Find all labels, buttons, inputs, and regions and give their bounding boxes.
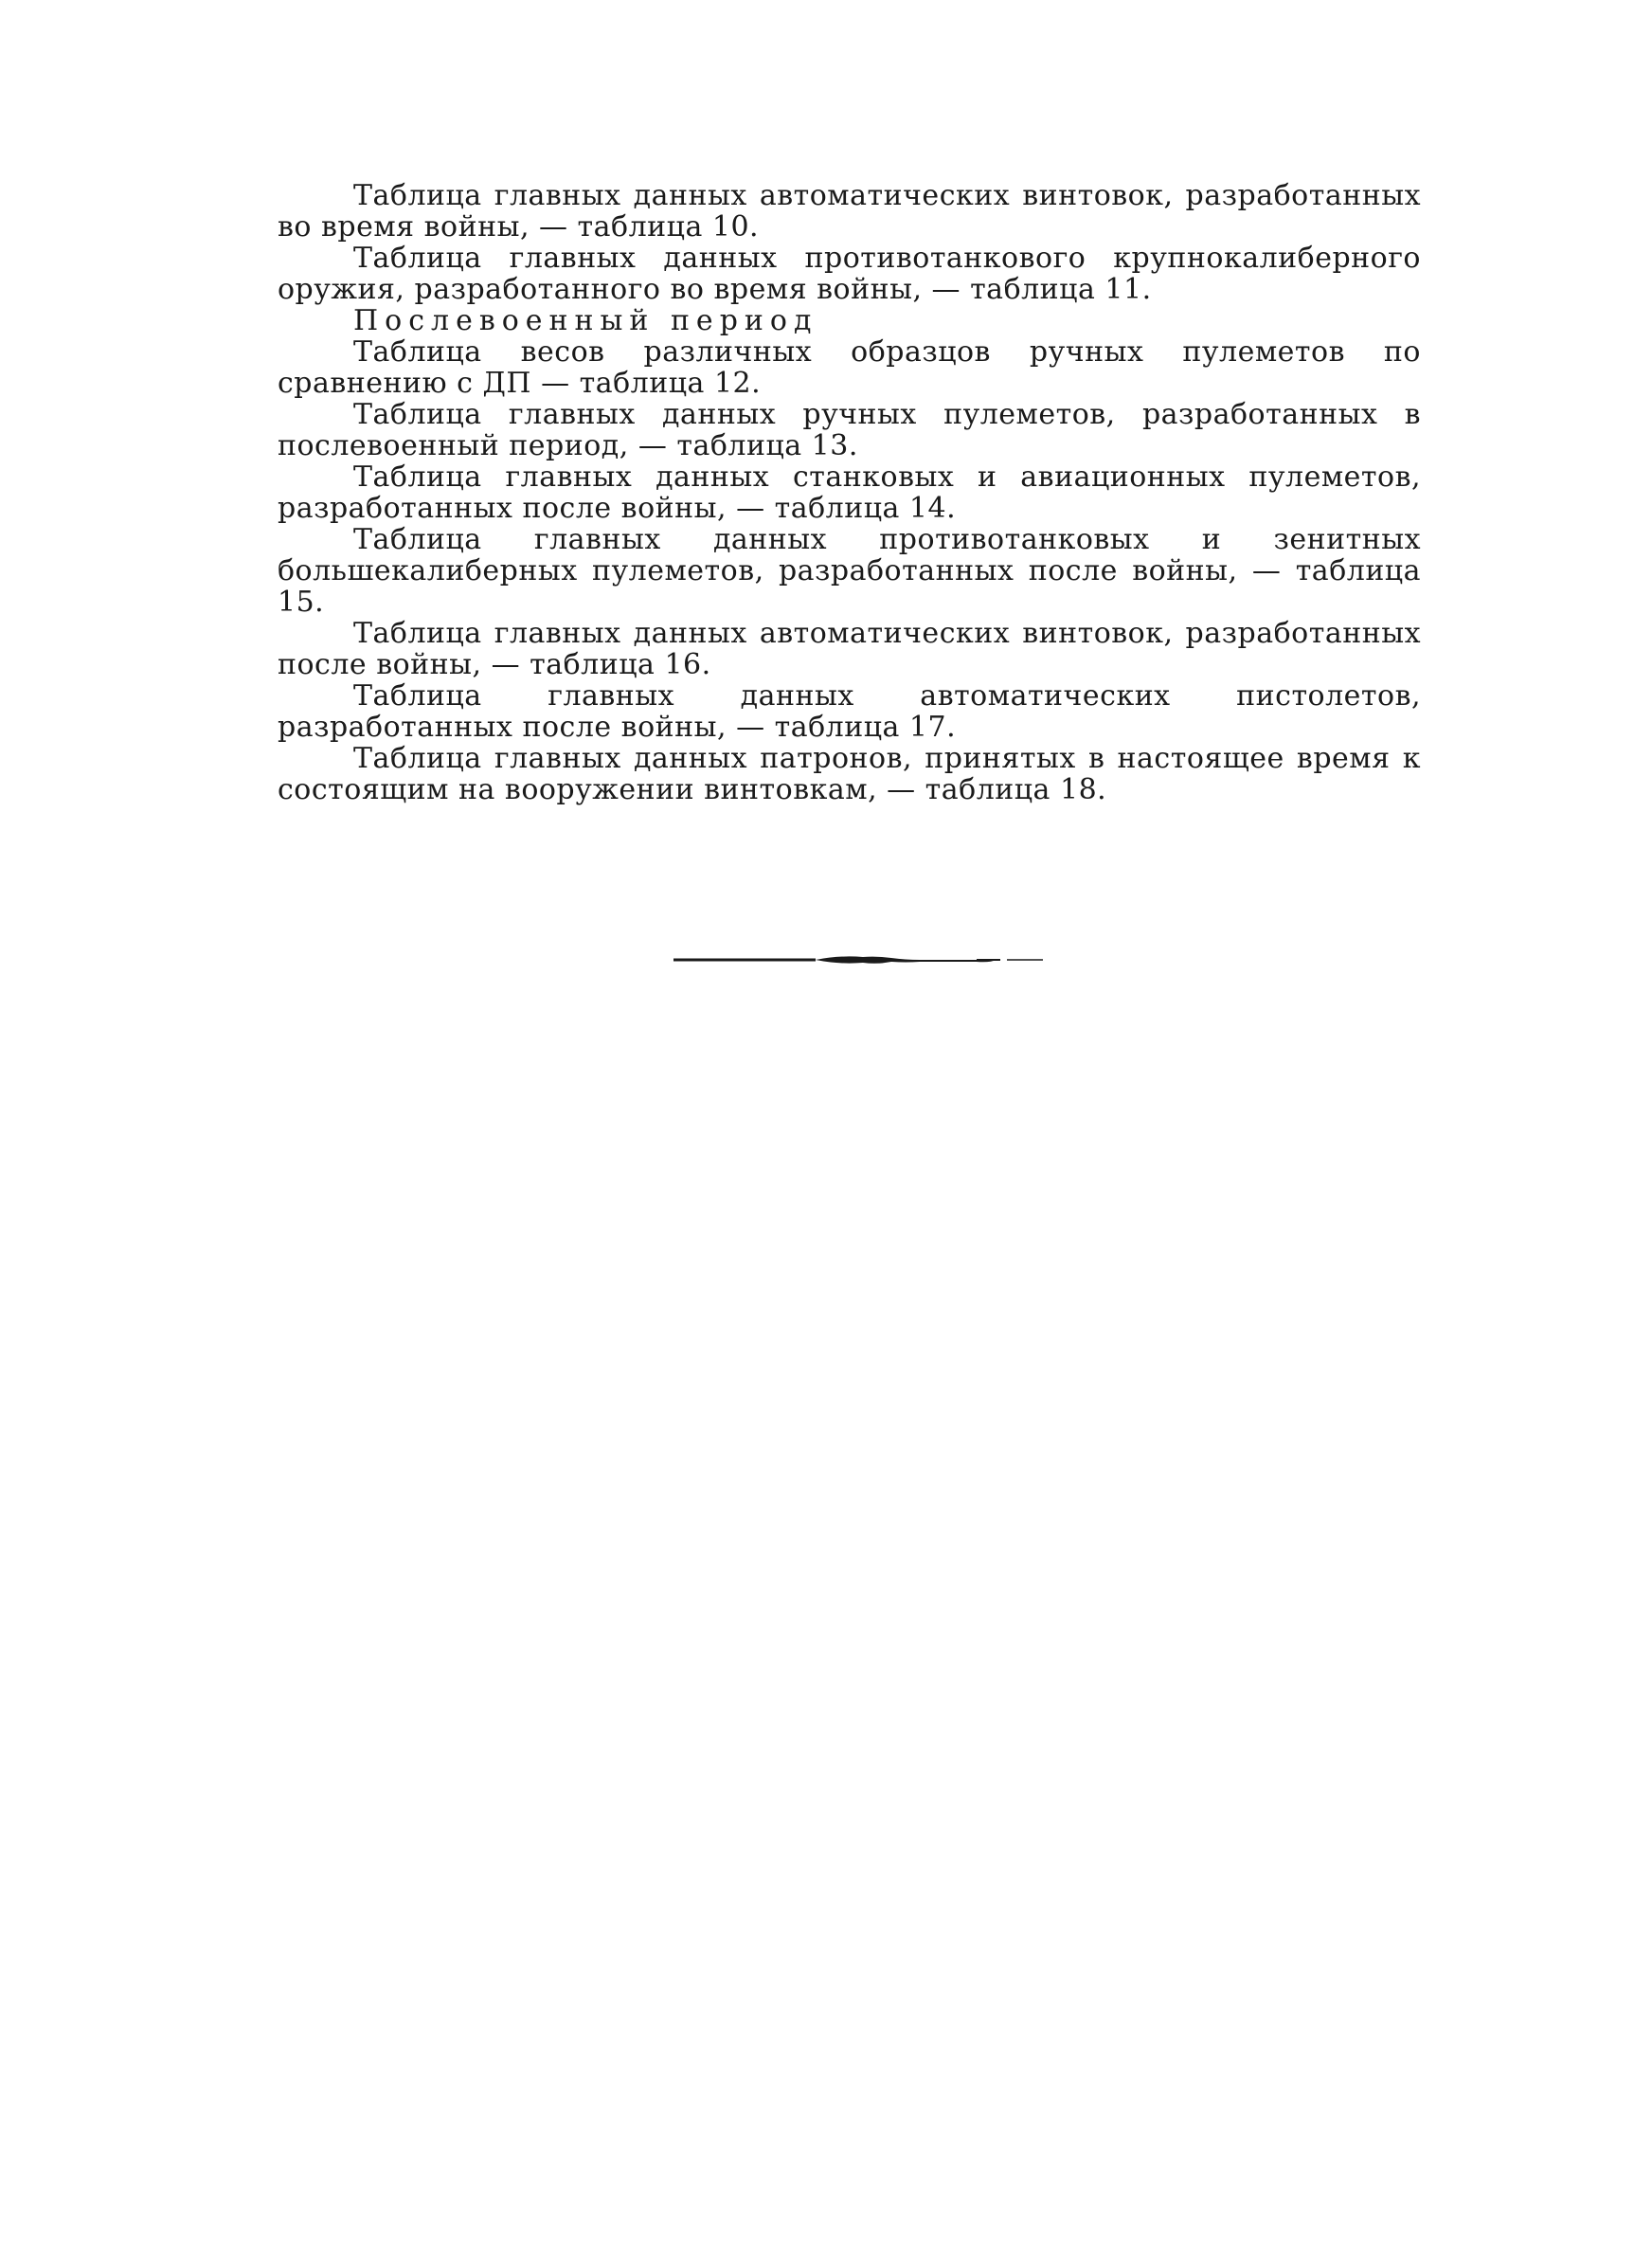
section-heading: Послевоенный период (353, 304, 818, 337)
list-entry: Таблица главных данных станковых и авиационных пулеметов, разработанных после войны, — таблица 14. (278, 460, 1421, 525)
list-entry: Таблица главных данных автоматических пистолетов, разработанных после войны, — таблица 17. (278, 679, 1421, 744)
list-entry: Таблица главных данных патронов, принятых в настоящее время к состоящим на вооружении винтовкам, — таблица 18. (278, 742, 1421, 806)
list-entry: Таблица весов различных образцов ручных пулеметов по сравнению с ДП — таблица 12. (278, 335, 1421, 400)
table-list (278, 180, 1421, 805)
list-entry: Таблица главных данных ручных пулеметов, разработанных в послевоенный период, — таблица 13. (278, 398, 1421, 462)
list-entry: Таблица главных данных противотанкового крупнокалиберного оружия, разработанного во время войны, — таблица 11. (278, 242, 1421, 306)
ornament-rule (673, 952, 1043, 967)
list-entry: Таблица главных данных автоматических винтовок, разработанных после войны, — таблица 16. (278, 617, 1421, 681)
list-entry: Таблица главных данных автоматических винтовок, разработанных во время войны, — таблица 10. (278, 179, 1421, 244)
list-entry: Таблица главных данных противотанковых и зенитных большекалиберных пулеметов, разработанных после войны, — таблица 15. (278, 523, 1421, 619)
